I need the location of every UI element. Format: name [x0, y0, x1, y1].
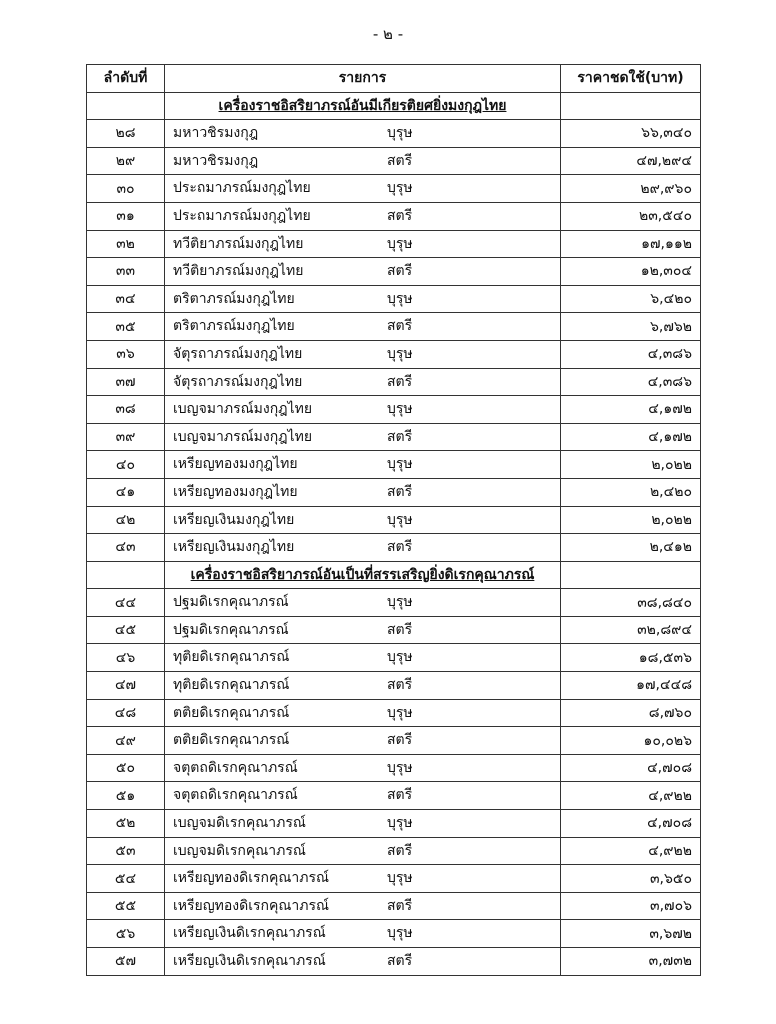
table-row: [87, 672, 701, 700]
item-gender: สตรี: [387, 953, 413, 969]
item-cell: [165, 754, 561, 782]
item-name: จตุตถดิเรกคุณาภรณ์: [173, 759, 298, 776]
table-row: [87, 175, 701, 203]
order-cell: ๔๙: [87, 727, 165, 755]
price-cell: ๔,๑๗๒: [561, 396, 701, 424]
item-gender: สตรี: [387, 842, 413, 859]
order-cell: ๔๔: [87, 589, 165, 617]
price-cell: ๒,๐๒๒: [561, 506, 701, 534]
price-cell: ๔,๓๘๖: [561, 340, 701, 368]
price-cell: ๒๓,๕๔๐: [561, 202, 701, 230]
item-cell: [165, 368, 561, 396]
price-cell: ๑๒,๓๐๔: [561, 258, 701, 286]
item-cell: [165, 340, 561, 368]
price-cell: ๓,๗๓๒: [561, 948, 701, 976]
table-row: [87, 920, 701, 948]
table-row: [87, 534, 701, 562]
item-gender: บุรุษ: [387, 704, 413, 721]
table-row: [87, 478, 701, 506]
item-gender: บุรุษ: [387, 401, 413, 418]
item-name: เบญจมดิเรกคุณาภรณ์: [173, 815, 306, 832]
item-cell: [165, 506, 561, 534]
item-gender: สตรี: [387, 318, 413, 335]
item-cell: [165, 892, 561, 920]
table-row: [87, 616, 701, 644]
item-name: ทวีติยาภรณ์มงกุฎไทย: [173, 263, 304, 280]
table-row: [87, 423, 701, 451]
table-body: [87, 92, 701, 975]
order-cell: ๔๓: [87, 534, 165, 562]
item-name: ตริตาภรณ์มงกุฎไทย: [173, 318, 295, 335]
item-cell: [165, 920, 561, 948]
order-cell: ๓๓: [87, 258, 165, 286]
table-row: [87, 699, 701, 727]
order-cell: ๓๖: [87, 340, 165, 368]
item-name: เหรียญทองดิเรกคุณาภรณ์: [173, 870, 329, 887]
item-gender: บุรุษ: [387, 345, 413, 362]
price-cell: ๒,๔๑๒: [561, 534, 701, 562]
table-row: [87, 727, 701, 755]
item-gender: บุรุษ: [387, 235, 413, 252]
order-cell: ๒๙: [87, 147, 165, 175]
order-cell: ๕๐: [87, 754, 165, 782]
price-cell: ๑๗,๑๑๒: [561, 230, 701, 258]
item-name: ปฐมดิเรกคุณาภรณ์: [173, 594, 289, 611]
item-name: เหรียญทองมงกุฎไทย: [173, 483, 298, 500]
item-cell: [165, 948, 561, 976]
item-cell: [165, 727, 561, 755]
item-gender: บุรุษ: [387, 649, 413, 666]
item-name: เหรียญทองมงกุฎไทย: [173, 456, 298, 473]
table-row: [87, 589, 701, 617]
price-cell: ๖,๔๒๐: [561, 285, 701, 313]
price-cell: ๓,๗๐๖: [561, 892, 701, 920]
item-gender: สตรี: [387, 732, 413, 749]
section-order-cell: [87, 92, 165, 120]
table-row: [87, 865, 701, 893]
table-row: [87, 837, 701, 865]
price-cell: ๓๒,๘๙๔: [561, 616, 701, 644]
price-cell: ๒,๐๒๒: [561, 451, 701, 479]
item-cell: [165, 258, 561, 286]
item-gender: สตรี: [387, 428, 413, 445]
item-cell: [165, 644, 561, 672]
item-cell: [165, 120, 561, 148]
item-name: เหรียญเงินมงกุฎไทย: [173, 539, 295, 556]
section-header-row: [87, 92, 701, 120]
price-cell: ๔,๗๐๘: [561, 810, 701, 838]
item-gender: สตรี: [387, 263, 413, 280]
item-name: ทวีติยาภรณ์มงกุฎไทย: [173, 235, 304, 252]
section-price-cell: [561, 561, 701, 589]
price-cell: ๒,๔๒๐: [561, 478, 701, 506]
item-name: จัตุรถาภรณ์มงกุฎไทย: [173, 373, 303, 390]
order-cell: ๓๑: [87, 202, 165, 230]
table-row: [87, 892, 701, 920]
price-cell: ๔,๙๒๒: [561, 837, 701, 865]
item-cell: [165, 147, 561, 175]
item-gender: บุรุษ: [387, 759, 413, 776]
item-name: จตุตถดิเรกคุณาภรณ์: [173, 787, 298, 804]
order-cell: ๓๕: [87, 313, 165, 341]
table-row: [87, 258, 701, 286]
item-name: เหรียญทองดิเรกคุณาภรณ์: [173, 897, 329, 914]
price-cell: ๑๗,๔๔๘: [561, 672, 701, 700]
item-cell: [165, 423, 561, 451]
price-cell: ๔,๙๒๒: [561, 782, 701, 810]
order-cell: ๓๗: [87, 368, 165, 396]
order-cell: ๕๕: [87, 892, 165, 920]
price-cell: ๑๘,๕๓๖: [561, 644, 701, 672]
section-header-row: [87, 561, 701, 589]
table-row: [87, 754, 701, 782]
price-cell: ๔,๓๘๖: [561, 368, 701, 396]
table-row: [87, 147, 701, 175]
table-row: [87, 810, 701, 838]
item-gender: สตรี: [387, 373, 413, 390]
item-gender: สตรี: [387, 483, 413, 500]
item-cell: [165, 782, 561, 810]
item-name: ตริตาภรณ์มงกุฎไทย: [173, 290, 295, 307]
item-gender: บุรุษ: [387, 815, 413, 832]
order-cell: ๔๖: [87, 644, 165, 672]
page-number: - ๒ -: [372, 25, 404, 43]
item-cell: [165, 202, 561, 230]
order-cell: ๕๓: [87, 837, 165, 865]
item-gender: บุรุษ: [387, 594, 413, 611]
price-cell: ๔,๑๗๒: [561, 423, 701, 451]
table-row: [87, 644, 701, 672]
table-row: [87, 313, 701, 341]
order-cell: ๔๘: [87, 699, 165, 727]
price-cell: ๔,๗๐๘: [561, 754, 701, 782]
price-cell: ๖๖,๓๔๐: [561, 120, 701, 148]
item-name: มหาวชิรมงกุฎ: [173, 152, 259, 169]
price-cell: ๒๙,๙๖๐: [561, 175, 701, 203]
order-cell: ๓๔: [87, 285, 165, 313]
item-cell: [165, 478, 561, 506]
order-cell: ๔๐: [87, 451, 165, 479]
item-cell: [165, 451, 561, 479]
table-row: [87, 506, 701, 534]
item-name: เหรียญเงินดิเรกคุณาภรณ์: [173, 953, 326, 969]
order-cell: ๕๒: [87, 810, 165, 838]
item-name: ตติยดิเรกคุณาภรณ์: [173, 704, 290, 721]
price-cell: ๘,๗๖๐: [561, 699, 701, 727]
order-cell: ๕๔: [87, 865, 165, 893]
table-row: [87, 451, 701, 479]
order-cell: ๓๘: [87, 396, 165, 424]
item-name: เบญจมาภรณ์มงกุฎไทย: [173, 428, 313, 445]
item-gender: สตรี: [387, 677, 413, 694]
item-cell: [165, 672, 561, 700]
item-cell: [165, 175, 561, 203]
section-price-cell: [561, 92, 701, 120]
item-gender: บุรุษ: [387, 925, 413, 942]
price-cell: ๓,๖๕๐: [561, 865, 701, 893]
table-row: [87, 782, 701, 810]
order-cell: ๓๐: [87, 175, 165, 203]
item-name: ทุติยดิเรกคุณาภรณ์: [173, 677, 290, 694]
item-name: ปฐมดิเรกคุณาภรณ์: [173, 621, 289, 638]
price-cell: ๓๘,๘๔๐: [561, 589, 701, 617]
item-gender: สตรี: [387, 539, 413, 556]
table-row: [87, 120, 701, 148]
table-row: [87, 285, 701, 313]
item-cell: [165, 313, 561, 341]
order-cell: ๕๖: [87, 920, 165, 948]
item-name: ตติยดิเรกคุณาภรณ์: [173, 732, 290, 749]
order-cell: ๔๒: [87, 506, 165, 534]
order-cell: ๒๘: [87, 120, 165, 148]
item-cell: [165, 230, 561, 258]
table-header-row: [87, 65, 701, 93]
order-cell: ๓๙: [87, 423, 165, 451]
item-gender: สตรี: [387, 621, 413, 638]
item-cell: [165, 589, 561, 617]
table-row: [87, 368, 701, 396]
table-row: [87, 948, 701, 976]
item-cell: [165, 810, 561, 838]
item-name: เบญจมาภรณ์มงกุฎไทย: [173, 401, 313, 418]
item-gender: บุรุษ: [387, 180, 413, 197]
order-cell: ๔๕: [87, 616, 165, 644]
order-cell: ๔๑: [87, 478, 165, 506]
item-gender: สตรี: [387, 207, 413, 224]
price-table: [86, 64, 701, 976]
item-cell: [165, 837, 561, 865]
table-row: [87, 230, 701, 258]
item-name: ประถมาภรณ์มงกุฎไทย: [173, 180, 311, 197]
item-gender: บุรุษ: [387, 125, 413, 142]
item-gender: บุรุษ: [387, 290, 413, 307]
item-name: เหรียญเงินมงกุฎไทย: [173, 511, 295, 528]
price-cell: ๓,๖๗๒: [561, 920, 701, 948]
item-gender: สตรี: [387, 787, 413, 804]
item-cell: [165, 396, 561, 424]
item-name: จัตุรถาภรณ์มงกุฎไทย: [173, 345, 303, 362]
item-cell: [165, 699, 561, 727]
price-cell: ๖,๗๖๒: [561, 313, 701, 341]
order-cell: ๓๒: [87, 230, 165, 258]
header-price: ราคาชดใช้(บาท): [561, 65, 701, 93]
item-gender: สตรี: [387, 152, 413, 169]
item-cell: [165, 616, 561, 644]
order-cell: ๔๗: [87, 672, 165, 700]
table-row: [87, 202, 701, 230]
order-cell: ๕๗: [87, 948, 165, 976]
item-cell: [165, 285, 561, 313]
price-cell: ๔๗,๒๙๔: [561, 147, 701, 175]
item-name: เบญจมดิเรกคุณาภรณ์: [173, 842, 306, 859]
item-name: ประถมาภรณ์มงกุฎไทย: [173, 207, 311, 224]
item-name: มหาวชิรมงกุฎ: [173, 125, 259, 142]
order-cell: ๕๑: [87, 782, 165, 810]
item-cell: [165, 865, 561, 893]
section-title: เครื่องราชอิสริยาภรณ์อันมีเกียรติยศยิ่งมงกุฎไทย: [165, 92, 561, 120]
price-cell: ๑๐,๐๒๖: [561, 727, 701, 755]
section-order-cell: [87, 561, 165, 589]
header-item: รายการ: [165, 65, 561, 93]
header-order: ลำดับที่: [87, 65, 165, 93]
item-gender: สตรี: [387, 897, 413, 914]
item-gender: บุรุษ: [387, 870, 413, 887]
item-gender: บุรุษ: [387, 511, 413, 528]
item-name: ทุติยดิเรกคุณาภรณ์: [173, 649, 290, 666]
section-title: เครื่องราชอิสริยาภรณ์อันเป็นที่สรรเสริญยิ่งดิเรกคุณาภรณ์: [165, 561, 561, 589]
item-name: เหรียญเงินดิเรกคุณาภรณ์: [173, 925, 326, 942]
item-cell: [165, 534, 561, 562]
table-row: [87, 340, 701, 368]
table-row: [87, 396, 701, 424]
item-gender: บุรุษ: [387, 456, 413, 473]
